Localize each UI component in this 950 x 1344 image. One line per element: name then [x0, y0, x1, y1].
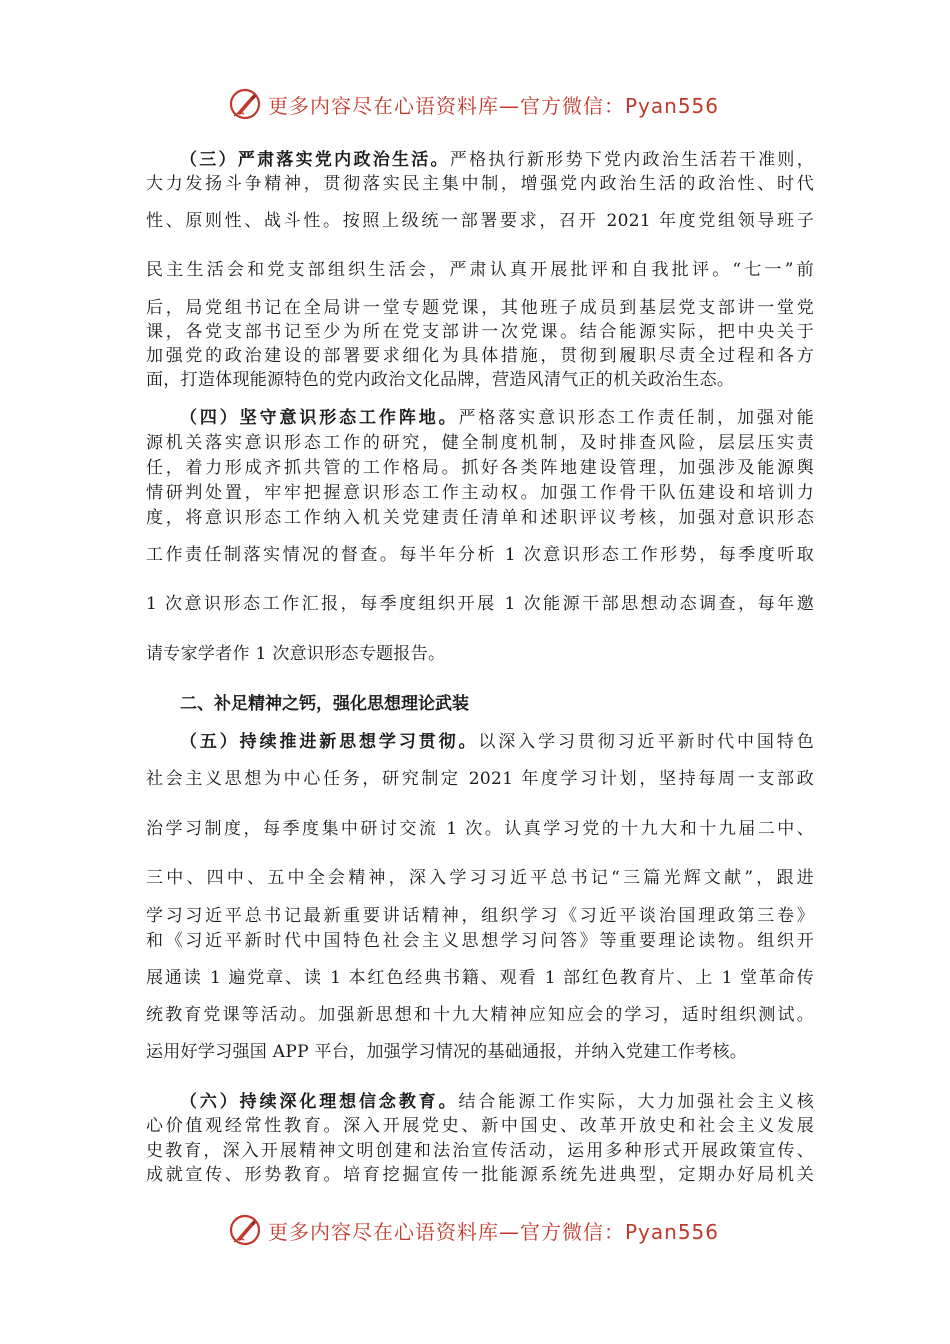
paragraph-lead: （四）坚守意识形态工作阵地。: [180, 408, 459, 428]
footer-watermark: [228, 1212, 719, 1248]
text-line: 统教育党课等活动。加强新思想和十九大精神应知应会的学习，适时组织测试。: [146, 1005, 814, 1025]
text-line: 社会主义思想为中心任务，研究制定 2021 年度学习计划，坚持每周一支部政: [146, 769, 814, 789]
text-line: 治学习制度，每季度集中研讨交流 1 次。认真学习党的十九大和十九届二中、: [146, 819, 814, 839]
text-line: 以深入学习贯彻习近平新时代中国特色: [478, 732, 814, 752]
watermark-text: 更多内容尽在心语资料库—官方微信：Pyan556: [268, 1219, 720, 1244]
text-line: 史教育，深入开展精神文明创建和法治宣传活动，运用多种形式开展政策宣传、: [146, 1141, 814, 1161]
text-line: 民主生活会和党支部组织生活会，严肃认真开展批评和自我批评。“七一”前: [146, 260, 814, 280]
text-line: 心价值观经常性教育。深入开展党史、新中国史、改革开放史和社会主义发展: [146, 1116, 814, 1136]
text-line: 工作责任制落实情况的督查。每半年分析 1 次意识形态工作形势，每季度听取: [146, 545, 814, 565]
text-line: 成就宣传、形势教育。培育挖掘宣传一批能源系统先进典型，定期办好局机关: [146, 1165, 814, 1185]
text-line: 展通读 1 遍党章、读 1 本红色经典书籍、观看 1 部红色教育片、上 1 堂革命传: [146, 968, 814, 988]
text-line: 大力发扬斗争精神，贯彻落实民主集中制，增强党内政治生活的政治性、时代: [146, 174, 814, 194]
watermark-text: 更多内容尽在心语资料库—官方微信：Pyan556: [268, 93, 720, 118]
text-line: 加强党的政治建设的部署要求细化为具体措施，贯彻到履职尽责全过程和各方: [146, 346, 814, 366]
text-line: 性、原则性、战斗性。按照上级统一部署要求，召开 2021 年度党组领导班子: [146, 211, 814, 231]
text-line: 严格落实意识形态工作责任制，加强对能: [458, 408, 814, 428]
text-line: 结合能源工作实际，大力加强社会主义核: [458, 1092, 814, 1112]
text-line: 课，各党支部书记至少为所在党支部讲一次党课。结合能源实际，把中央关于: [146, 322, 814, 342]
text-line: 1 次意识形态工作汇报，每季度组织开展 1 次能源干部思想动态调查，每年邀: [146, 594, 814, 614]
text-line: 情研判处置，牢牢把握意识形态工作主动权。加强工作骨干队伍建设和培训力: [146, 483, 814, 503]
text-line: 请专家学者作 1 次意识形态专题报告。: [146, 644, 446, 664]
section-heading: 二、补足精神之钙，强化思想理论武装: [180, 694, 469, 714]
pen-logo-icon: [228, 1213, 262, 1247]
text-line: 学习习近平总书记最新重要讲话精神，组织学习《习近平谈治国理政第三卷》: [146, 906, 814, 926]
text-line: 和《习近平新时代中国特色社会主义思想学习问答》等重要理论读物。组织开: [146, 931, 814, 951]
paragraph-lead: （五）持续推进新思想学习贯彻。: [180, 732, 479, 752]
paragraph-lead: （三）严肃落实党内政治生活。: [180, 150, 450, 170]
paragraph-lead: （六）持续深化理想信念教育。: [180, 1092, 459, 1112]
text-line: 度，将意识形态工作纳入机关党建责任清单和述职评议考核，加强对意识形态: [146, 508, 814, 528]
text-line: 面，打造体现能源特色的党内政治文化品牌，营造风清气正的机关政治生态。: [146, 370, 735, 390]
text-line: 源机关落实意识形态工作的研究，健全制度机制，及时排查风险，层层压实责: [146, 433, 814, 453]
pen-logo-icon: [228, 87, 262, 121]
text-line: 严格执行新形势下党内政治生活若干准则，: [449, 150, 814, 170]
header-watermark: [228, 86, 719, 122]
text-line: 三中、四中、五中全会精神，深入学习习近平总书记“三篇光辉文献”，跟进: [146, 868, 814, 888]
text-line: 运用好学习强国 APP 平台，加强学习情况的基础通报，并纳入党建工作考核。: [146, 1042, 748, 1062]
text-line: 任，着力形成齐抓共管的工作格局。抓好各类阵地建设管理，加强涉及能源舆: [146, 458, 814, 478]
text-line: 后，局党组书记在全局讲一堂专题党课，其他班子成员到基层党支部讲一堂党: [146, 298, 814, 318]
